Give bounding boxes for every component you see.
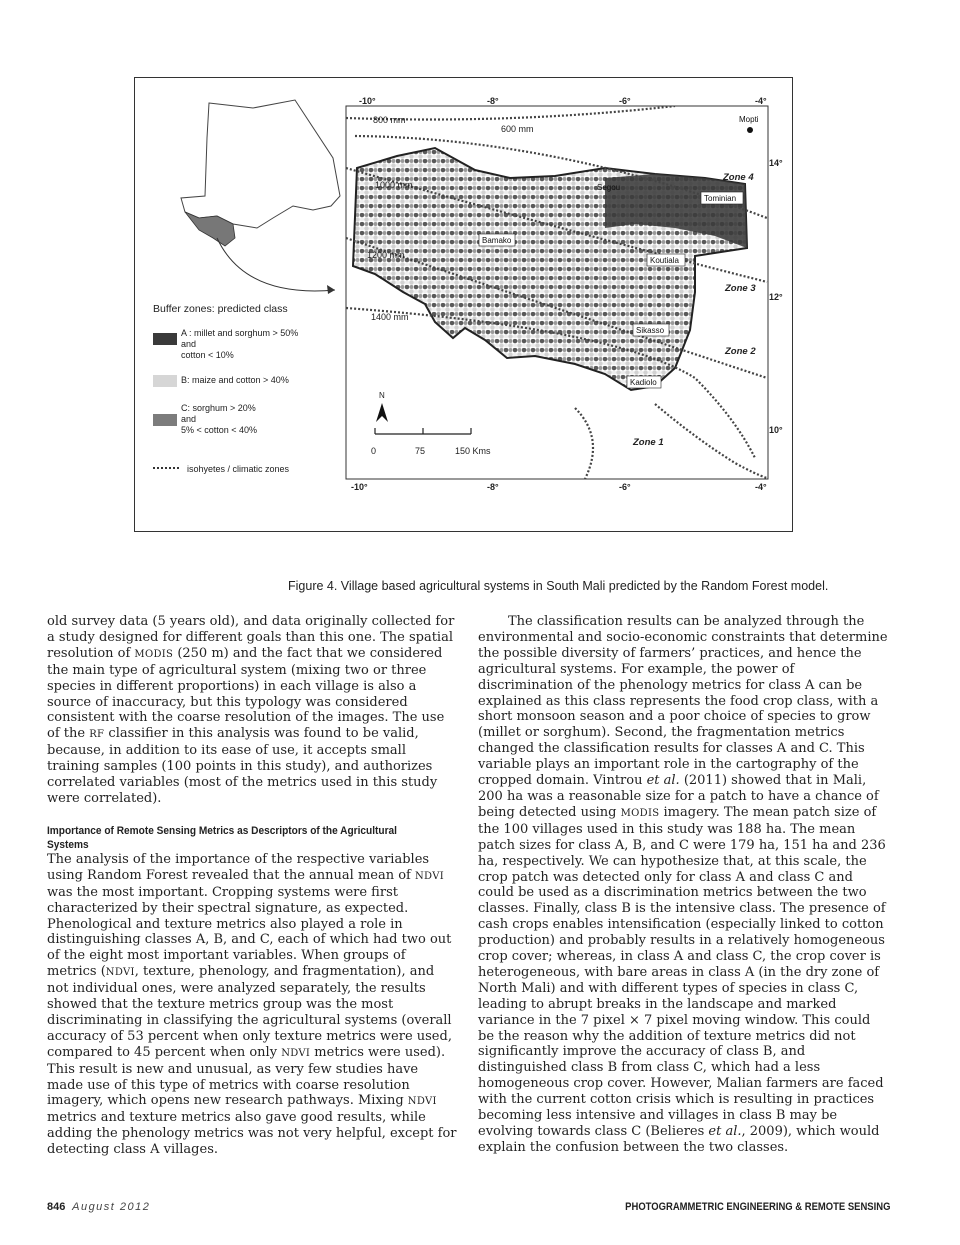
legend-label-class-c-line2: and xyxy=(181,414,197,424)
lon-label-bottom-2: -8° xyxy=(487,482,499,492)
lon-label-bottom-4: -4° xyxy=(755,482,767,492)
legend-label-class-c-line3: 5% < cotton < 40% xyxy=(181,425,258,435)
lat-label-2: 12° xyxy=(769,292,783,302)
south-mali-inset-highlight xyxy=(185,212,235,246)
legend-label-class-a-line3: cotton < 10% xyxy=(181,350,234,360)
journal-name: PHOTOGRAMMETRIC ENGINEERING & REMOTE SENSING xyxy=(624,1201,890,1213)
city-label-koutiala: Koutiala xyxy=(650,256,679,265)
isohyet-label-600: 600 mm xyxy=(501,124,534,134)
zone-3-label: Zone 3 xyxy=(725,283,756,294)
section-heading: Importance of Remote Sensing Metrics as Descriptors of the Agricultural Systems xyxy=(47,824,397,851)
legend-label-class-b: B: maize and cotton > 40% xyxy=(181,375,289,385)
left-column xyxy=(47,614,457,1158)
page-number: 846 xyxy=(47,1201,66,1213)
lon-label-bottom-1: -10° xyxy=(351,482,368,492)
left-paragraph-2: The analysis of the importance of the respective variables using Random Forest revealed that the annual mean of NDVI was the most important. Cropping systems were first characterized by their spectral signature, as expected. Phenological and texture metrics also played a role in distinguishing classes A, B, and C, each of which had two out of the eight most important variables. When groups of metrics (NDVI, texture, phenology, and fragmentation), and not individual ones, were analyzed separately, the results showed that the texture metrics group was the most discriminating in classifying the agricultural systems (overall accuracy of 53 percent when only texture metrics were used, compared to 45 percent when only NDVI metrics were used). This result is new and unusual, as very few studies have made use of this type of metrics with coarse resolution imagery, which opens new research pathways. Mixing NDVI metrics and texture metrics also gave good results, while adding the phenology metrics was not very helpful, except for detecting class A villages. xyxy=(47,851,457,1158)
legend-swatch-class-c xyxy=(153,414,177,426)
city-label-tominian: Tominian xyxy=(704,194,737,203)
legend-isohyet-label: isohyetes / climatic zones xyxy=(187,464,290,474)
lat-label-1: 14° xyxy=(769,158,783,168)
zone-1-label: Zone 1 xyxy=(633,437,664,448)
isohyet-label-1200: 1200 mm xyxy=(367,250,405,260)
city-label-bamako: Bamako xyxy=(482,236,512,245)
legend-label-class-a-line1: A : millet and sorghum > 50% xyxy=(181,328,299,338)
right-paragraph-1: The classification results can be analyzed through the environmental and socio-economic constraints that determine the possible diversity of farmers’ practices, and hence the agricultural systems. For example, the power of discrimination of the phenology metrics for class A can be explained as this class represents the food crop class, with a short monsoon season and a poor choice of species to grow (millet or sorghum). Second, the fragmentation metrics changed the classification results for classes A and C. This variable plays an important role in the cartography of the cropped domain. Vintrou et al. (2011) showed that in Mali, 200 ha was a reasonable size for a patch to have a chance of being detected using MODIS imagery. The mean patch size of the 100 villages used in this study was 188 ha. The mean patch sizes for class A, B, and C were 179 ha, 151 ha and 236 ha, respectively. We can hypothesize that, at this scale, the crop patch was detected only for class A and class C and could be used as a discrimination metrics between the two classes. Finally, class B is the intensive class. The presence of cash crops enables intensification (especially linked to cotton production) and probably results in a relatively homogeneous crop cover; whereas, in class A and class C, the crop cover is heterogeneous, with bare areas in class A (in the dry zone of North Mali) and with different types of species in class C, leading to abrupt breaks in the landscape and marked variance in the 7 pixel × 7 pixel moving window. This could be the reason why the addition of texture metrics did not significantly improve the accuracy of class B, and distinguished class B from class C, which had a less homogeneous crop cover. However, Malian farmers are faced with the current cotton crisis which is resulting in practices becoming less intensive and villages in class B may be evolving towards class C (Belieres et al., 2009), which would explain the confusion between the two classes. xyxy=(478,614,888,1155)
legend-title: Buffer zones: predicted class xyxy=(153,303,288,315)
zone-4-label: Zone 4 xyxy=(723,172,754,183)
figure-4 xyxy=(134,77,829,593)
inset-arrowhead xyxy=(327,285,335,294)
zone-2-label: Zone 2 xyxy=(725,346,756,357)
inset-arrow xyxy=(217,238,335,291)
isohyet-label-800: 800 mm xyxy=(373,115,406,125)
isohyet-label-1000: 1000 mm xyxy=(375,180,413,190)
isohyet-label-1400: 1400 mm xyxy=(371,312,409,322)
lon-label-bottom-3: -6° xyxy=(619,482,631,492)
figure-caption: Figure 4. Village based agricultural systems in South Mali predicted by the Random Forest model. xyxy=(288,579,829,593)
footer-page-info xyxy=(47,1201,150,1213)
scale-label-75: 75 xyxy=(415,446,426,456)
scale-label-0: 0 xyxy=(371,446,377,456)
issue-date: August 2012 xyxy=(72,1201,151,1213)
city-label-sikasso: Sikasso xyxy=(636,326,665,335)
city-dot-mopti xyxy=(747,127,753,133)
right-column xyxy=(478,614,888,1156)
lon-label-top-2: -8° xyxy=(487,96,499,106)
legend-swatch-class-b xyxy=(153,375,177,387)
city-label-kadiolo: Kadiolo xyxy=(630,378,657,387)
legend-label-class-a-line2: and xyxy=(181,339,197,349)
legend-swatch-class-a xyxy=(153,333,177,345)
lon-label-top-4: -4° xyxy=(755,96,767,106)
lon-label-top-1: -10° xyxy=(359,96,376,106)
lon-label-top-3: -6° xyxy=(619,96,631,106)
scale-label-150: 150 Kms xyxy=(455,446,491,456)
mali-inset-outline xyxy=(181,100,340,228)
lat-label-3: 10° xyxy=(769,425,783,435)
city-label-segou: Segou xyxy=(597,183,621,192)
left-paragraph-1: old survey data (5 years old), and data originally collected for a study designed for different goals than this one. The spatial resolution of MODIS (250 m) and the fact that we considered the main type of agricultural system (mixing two or three species in different proportions) in each village is also a source of inaccuracy, but this typology was considered consistent with the coarse resolution of the images. The use of the RF classifier in this analysis was found to be valid, because, in addition to its ease of use, it accepts small training samples (100 points in this study), and authorizes correlated variables (most of the metrics used in this study were correlated). xyxy=(47,614,455,806)
city-label-mopti: Mopti xyxy=(739,115,759,124)
north-label: N xyxy=(379,391,385,400)
mali-map-figure xyxy=(135,78,791,530)
legend-label-class-c-line1: C: sorghum > 20% xyxy=(181,403,256,413)
